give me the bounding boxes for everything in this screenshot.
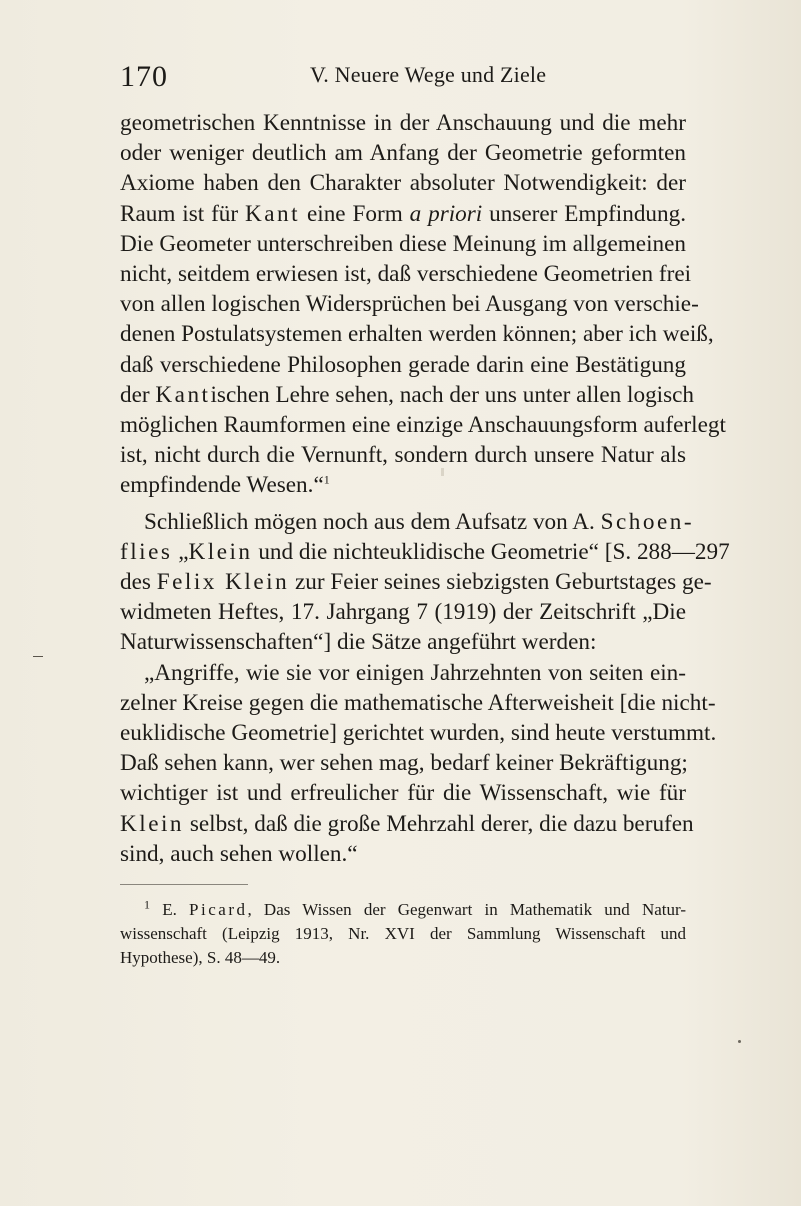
name-schoenflies-cont: flies bbox=[120, 538, 173, 565]
footnote-line: Hypothese), S. 48—49. bbox=[120, 948, 281, 967]
text-line: geometrischen Kenntnisse in der Anschauung und die mehr bbox=[120, 110, 686, 136]
text-line: empfindende Wesen.“$^1$ bbox=[120, 472, 330, 499]
text-line: von allen logischen Widersprüchen bei Ausgang von verschie- bbox=[120, 291, 699, 318]
name-schoenflies: Schoen- bbox=[600, 508, 695, 535]
text-line: Daß sehen kann, wer sehen mag, bedarf keiner Bekräftigung; bbox=[120, 750, 688, 777]
text-line: Die Geometer unterschreiben diese Meinung im allgemeinen bbox=[120, 230, 686, 257]
footnote-line: wissenschaft (Leipzig 1913, Nr. XVI der Sammlung Wissenschaft und bbox=[120, 924, 686, 943]
text-line: Raum ist für Kant eine Form a priori unserer Empfindung. bbox=[120, 200, 686, 227]
paper-speck bbox=[738, 1040, 741, 1043]
margin-mark bbox=[33, 656, 43, 657]
text-line: daß verschiedene Philosophen gerade darin eine Bestätigung bbox=[120, 351, 686, 378]
footnote bbox=[120, 898, 686, 970]
name-kant: Kant bbox=[245, 200, 301, 227]
name-picard: Picard bbox=[189, 900, 248, 919]
text-line: der Kantischen Lehre sehen, nach der uns unter allen logisch bbox=[120, 381, 695, 408]
text-line: des Felix Klein zur Feier seines siebzigsten Geburtstages ge- bbox=[120, 569, 712, 596]
text-line: nicht, seitdem erwiesen ist, daß verschiedene Geometrien frei bbox=[120, 261, 692, 288]
page-number: 170 bbox=[120, 60, 168, 93]
text-line: zelner Kreise gegen die mathematische Afterweisheit [die nicht- bbox=[120, 689, 716, 716]
paragraph-3-quote bbox=[120, 658, 717, 869]
italic-a-priori: a priori bbox=[409, 200, 483, 227]
footnote-number: 1 bbox=[144, 897, 150, 912]
text-line: sind, auch sehen wollen.“ bbox=[120, 840, 358, 867]
running-head: V. Neuere Wege und Ziele bbox=[310, 62, 547, 87]
footnote-rule bbox=[120, 884, 248, 885]
text-line: wichtiger ist und erfreulicher für die Wissenschaft, wie für bbox=[120, 780, 686, 807]
text-line: euklidische Geometrie] gerichtet wurden, sind heute verstummt. bbox=[120, 720, 717, 747]
text-line: flies „Klein und die nichteuklidische Geometrie“ [S. 288—297 bbox=[120, 538, 730, 565]
text-line: Schließlich mögen noch aus dem Aufsatz von A. Schoen- bbox=[144, 508, 695, 535]
main-text bbox=[120, 108, 730, 869]
name-klein: Klein bbox=[188, 538, 253, 565]
name-felix-klein: Felix Klein bbox=[156, 569, 290, 596]
text-line: ist, nicht durch die Vernunft, sondern durch unsere Natur als bbox=[120, 442, 686, 469]
page-header bbox=[120, 58, 680, 98]
text-line: widmeten Heftes, 17. Jahrgang 7 (1919) der Zeitschrift „Die bbox=[120, 599, 686, 626]
text-line: „Angriffe, wie sie vor einigen Jahrzehnten von seiten ein- bbox=[144, 659, 686, 686]
text-line: oder weniger deutlich am Anfang der Geometrie geformten bbox=[120, 140, 686, 167]
text-line: Klein selbst, daß die große Mehrzahl derer, die dazu berufen bbox=[120, 810, 694, 837]
text-line: möglichen Raumformen eine einzige Anschauungsform auferlegt bbox=[120, 412, 726, 439]
footnote-marker: 1 bbox=[323, 472, 330, 487]
paragraph-2 bbox=[120, 507, 730, 658]
text-line: Axiome haben den Charakter absoluter Notwendigkeit: der bbox=[120, 170, 686, 197]
name-kant: Kant bbox=[155, 381, 211, 408]
footnote-line: $^1$ E. Picard, Das Wissen der Gegenwart in Mathematik und Natur- bbox=[144, 897, 687, 919]
text-line: Naturwissenschaften“] die Sätze angeführt werden: bbox=[120, 629, 597, 656]
paragraph-1 bbox=[120, 108, 726, 501]
name-klein: Klein bbox=[120, 810, 185, 837]
text-line: denen Postulatsystemen erhalten werden können; aber ich weiß, bbox=[120, 321, 714, 348]
paper-mark bbox=[441, 468, 444, 476]
